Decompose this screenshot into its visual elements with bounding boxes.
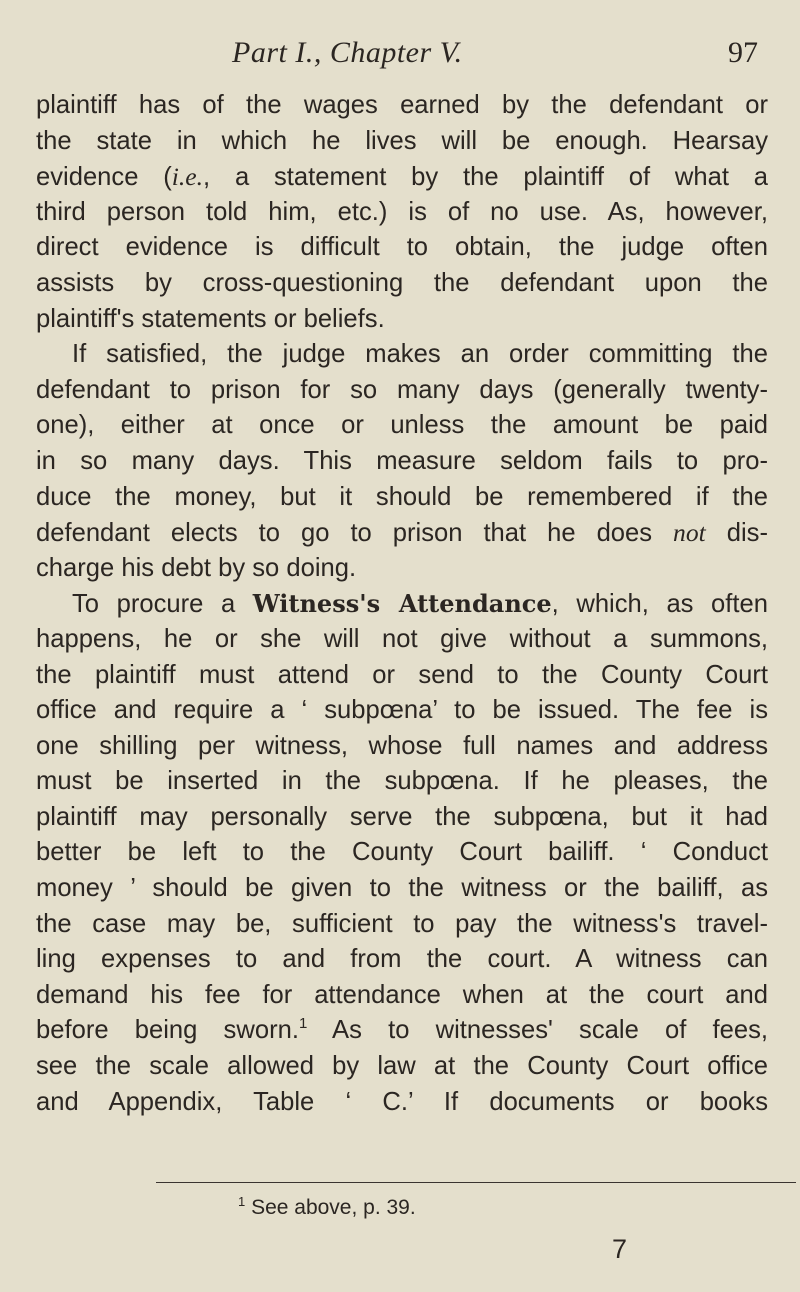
- text-line: the plaintiff must attend or send to the County Court: [36, 660, 768, 689]
- text-line: ling expenses to and from the court. A witness can: [36, 945, 768, 974]
- footnote-reference: 1: [298, 1015, 308, 1033]
- italic-text: not: [673, 518, 706, 548]
- text-line: third person told him, etc.) is of no use. As, however,: [36, 197, 768, 226]
- text-line: duce the money, but it should be remembered if the: [36, 482, 768, 511]
- bold-heading: Witness's Attendance: [252, 589, 552, 619]
- text-line: evidence (i.e., a statement by the plaintiff of what a: [36, 162, 768, 192]
- text-line: must be inserted in the subpœna. If he pleases, the: [36, 767, 768, 796]
- text-line: assists by cross-questioning the defendant upon the: [36, 268, 768, 297]
- footnote: [238, 1196, 416, 1220]
- body-text: [36, 88, 768, 1120]
- text-line: plaintiff may personally serve the subpœna, but it had: [36, 802, 768, 831]
- text-line: the state in which he lives will be enough. Hearsay: [36, 126, 768, 155]
- text-line: To procure a Witness's Attendance, which, as often: [72, 589, 768, 619]
- footnote-marker: 1: [238, 1194, 246, 1209]
- text-line: in so many days. This measure seldom fails to pro-: [36, 446, 768, 475]
- text-line: before being sworn.$^1$ As to witnesses' scale of fees,: [36, 1015, 768, 1045]
- text-line: one), either at once or unless the amount be paid: [36, 411, 768, 440]
- page-header: [0, 22, 800, 72]
- running-head: Part I., Chapter V.: [232, 36, 463, 69]
- text-line: demand his fee for attendance when at the court and: [36, 980, 768, 1009]
- text-line: see the scale allowed by law at the County Court office: [36, 1052, 768, 1081]
- text-line: the case may be, sufficient to pay the witness's travel-: [36, 909, 768, 938]
- text-line: one shilling per witness, whose full names and address: [36, 731, 768, 760]
- text-line: If satisfied, the judge makes an order committing the: [72, 340, 768, 369]
- text-line: plaintiff's statements or beliefs.: [36, 304, 385, 333]
- text-line: office and require a ‘ subpœna’ to be issued. The fee is: [36, 696, 768, 725]
- text-line: happens, he or she will not give without a summons,: [36, 624, 768, 653]
- page-number: 97: [728, 36, 758, 69]
- text-line: and Appendix, Table ‘ C.’ If documents or books: [36, 1087, 768, 1116]
- text-line: defendant elects to go to prison that he does not dis-: [36, 518, 768, 548]
- text-line: charge his debt by so doing.: [36, 553, 357, 582]
- text-line: better be left to the County Court bailiff. ‘ Conduct: [36, 838, 768, 867]
- signature-mark: 7: [612, 1234, 628, 1264]
- text-line: money ’ should be given to the witness or the bailiff, as: [36, 874, 768, 903]
- text-line: defendant to prison for so many days (generally twenty-: [36, 375, 768, 404]
- footnote-divider: [156, 1182, 796, 1183]
- text-line: plaintiff has of the wages earned by the defendant or: [36, 91, 768, 119]
- italic-text: i.e.: [171, 162, 204, 192]
- text-line: direct evidence is difficult to obtain, the judge often: [36, 233, 768, 262]
- footnote-text: See above, p. 39.: [245, 1196, 416, 1219]
